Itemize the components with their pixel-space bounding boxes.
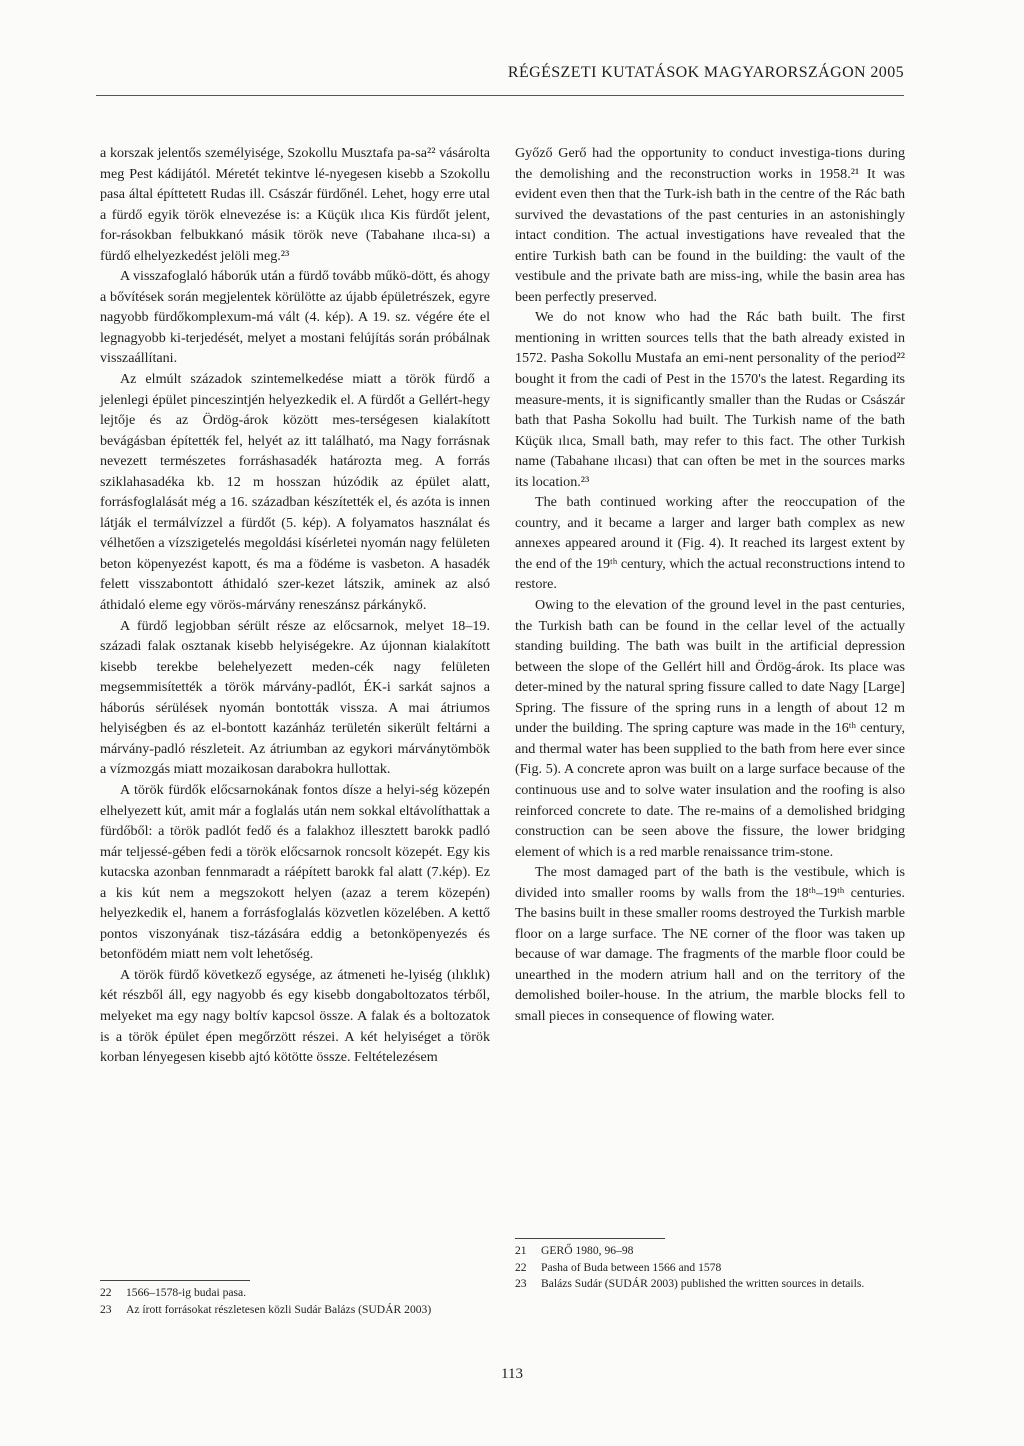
footnote-text: 1566–1578-ig budai pasa. [126, 1286, 247, 1299]
footnote-number: 23 [100, 1302, 112, 1316]
footnote [100, 1302, 490, 1319]
paragraph: Az elmúlt századok szintemelkedése miatt a török fürdő a jelenlegi épület pinceszintjén helyezkedik el. A fürdőt a Gellért-hegy lejtője és az Ördög-árok között mes-terségesen kialakított bevágásban építették fel, helyét az itt található, ma Nagy forrásnak nevezett természetes forráshasadék határozta meg. A forrás sziklahasadéka kb. 12 m hosszan húzódik az épület alatt, forrásfoglalását még a 16. században készítették el, és azóta is innen látják el termálvízzel a fürdőt (5. kép). A folyamatos használat és vélhetően a vízszigetelés megoldási kísérletei nyomán nagy felületen beton köpenyezést kapott, és ma a födéme is vasbeton. A hasadék felett visszabontott áthidaló szer-kezet látszik, aminek az alsó áthidaló eleme egy vörös-márvány reneszánsz párkánykő. [100, 371, 490, 614]
header-rule [96, 95, 904, 96]
paragraph: A fürdő legjobban sérült része az előcsarnok, melyet 18–19. századi falak osztanak kisebb helyiségekre. Az újonnan kialakított kisebb terekbe belehelyezett meden-cék nagy felületen megsemmisítették a török márvány-padlót, ÉK-i sarkát sajnos a háborús sérülések nyomán bontották vissza. A mai átriumos helyiségben és az el-bontott kazánház területén sikerült feltárni a márvány-padló részleteit. Az átriumban az egykori márványtömbök a vízmozgás miatt mozaikosan darabokra hullottak. [100, 617, 490, 778]
footnote-rule [515, 1238, 665, 1239]
footnote-text: Balázs Sudár (SUDÁR 2003) published the written sources in details. [541, 1277, 865, 1290]
paragraph: We do not know who had the Rác bath built. The first mentioning in written sources tells that the bath already existed in 1572. Pasha Sokollu Mustafa an emi-nent personality of the period²² bought it from the cadi of Pest in the 1570's the latest. Regarding its measure-ments, it is significantly smaller than the Rudas or Császár bath that Pasha Sokollu had built. The Turkish name of the bath Küçük ılıca, Small bath, may refer to this fact. The other Turkish name (Tabahane ılıcası) that can often be met in the sources marks its location.²³ [515, 309, 905, 490]
footnote-number: 21 [515, 1244, 527, 1257]
paragraph: Owing to the elevation of the ground level in the past centuries, the Turkish bath can be found in the cellar level of the actually standing building. The bath was built in the artificial depression between the slope of the Gellért hill and Ördög-árok. Its place was deter-mined by the natural spring fissure called to date Nagy [Large] Spring. The fissure of the spring runs in a length of about 12 m under the building. The spring capture was made in the 16ᵗʰ century, and thermal water has been supplied to the bath from here ever since (Fig. 5). A concrete apron was built on a large surface because of the continuous use and to solve water insulation and the roofing is also reinforced concrete to date. The re-mains of a demolished bridging construction can be seen above the fissure, the lower bridging element of which is a red marble renaissance trim-stone. [515, 597, 905, 860]
paragraph: Győző Gerő had the opportunity to conduct investiga-tions during the demolishing and the reconstruction works in 1958.²¹ It was evident even then that the Turk-ish bath in the centre of the Rác bath survived the devastations of the past centuries in an astonishingly intact condition. The actual investigations have revealed that the entire Turkish bath can be found in the building: the vault of the vestibule and the private bath are miss-ing, while the basin area has been perfectly preserved. [515, 145, 905, 305]
english-column [515, 143, 905, 1027]
footnote [515, 1243, 905, 1260]
paragraph: a korszak jelentős személyisége, Szokollu Musztafa pa-sa²² vásárolta meg Pest kádijától. Méretét tekintve lé-nyegesen kisebb a Szokollu pasa által építtetett Rudas ill. Császár fürdőnél. Lehet, hogy erre utal a fürdő egyik török elnevezése is: a Küçük ılıca Kis fürdőt jelent, for-rásokban felbukkanó másik török neve (Tabahane ılıca-sı) a fürdő elhelyezkedést jelöli meg.²³ [100, 145, 490, 264]
footnote-number: 22 [100, 1286, 112, 1299]
paragraph: The bath continued working after the reoccupation of the country, and it became a larger and larger bath complex as new annexes appeared around it (Fig. 4). It reached its largest extent by the end of the 19ᵗʰ century, which the actual reconstructions intend to restore. [515, 494, 905, 593]
footnote-text: GERŐ 1980, 96–98 [541, 1244, 634, 1257]
footnote-text: Pasha of Buda between 1566 and 1578 [541, 1260, 722, 1274]
footnote-number: 22 [515, 1260, 527, 1274]
paragraph: A visszafoglaló háborúk után a fürdő tovább műkö-dött, és ahogy a bővítések során megjelentek körülötte az újabb épületrészek, egyre nagyobb fürdőkomplexum-má vált (4. kép). A 19. sz. végére éte el legnagyobb ki-terjedését, melyet a mostani felújítás során próbálnak visszaállítani. [100, 268, 490, 367]
footnotes-english [515, 1238, 905, 1293]
footnote-text: Az írott forrásokat részletesen közli Sudár Balázs (SUDÁR 2003) [126, 1302, 432, 1316]
footnote [100, 1285, 490, 1302]
page-number: 113 [501, 1366, 523, 1382]
footnote [515, 1276, 905, 1293]
paragraph: The most damaged part of the bath is the vestibule, which is divided into smaller rooms by walls from the 18ᵗʰ–19ᵗʰ centuries. The basins built in these smaller rooms destroyed the Turkish marble floor on a large surface. The NE corner of the floor was taken up because of war damage. The fragments of the marble floor could be unearthed in the modern atrium hall and on the territory of the demolished boiler-house. In the atrium, the marble blocks fell to small pieces in consequence of flowing water. [515, 864, 905, 1024]
paragraph: A török fürdő következő egysége, az átmeneti he-lyiség (ılıklık) két részből áll, egy nagyobb és egy kisebb dongaboltozatos térből, melyeket ma egy nagy boltív kapcsol össze. A falak és a boltozatok is a török épület épen megőrzött részei. A két helyiséget a török korban lényegesen kisebb ajtó kötötte össze. Feltételezésem [100, 966, 490, 1066]
footnote [515, 1260, 905, 1277]
paragraph: A török fürdők előcsarnokának fontos dísze a helyi-ség közepén elhelyezett kút, amit már a foglalás után nem sokkal eltávolíthattak a fürdőből: a török padlót fedő és a falakhoz illesztett barokk padló már teljessé-gében fedi a török előcsarnok roncsolt közepét. Egy kis kutacska azonban fennmaradt a ráépített barokk fal alatt (7.kép). Ez a kis kút nem a megszokott helyen (azaz a terem közepén) helyezkedik el, hanem a forrásfoglalás közvetlen közelében. A kettő pontos viszonyának tisz-tázására eddig a betonköpenyezés és betonfödém miatt nem volt lehetőség. [100, 781, 490, 963]
footnote-number: 23 [515, 1277, 527, 1290]
footnote-rule [100, 1280, 250, 1281]
running-head: RÉGÉSZETI KUTATÁSOK MAGYARORSZÁGON 2005 [507, 64, 904, 81]
hungarian-column [100, 143, 490, 1068]
footnotes-hungarian [100, 1280, 490, 1318]
